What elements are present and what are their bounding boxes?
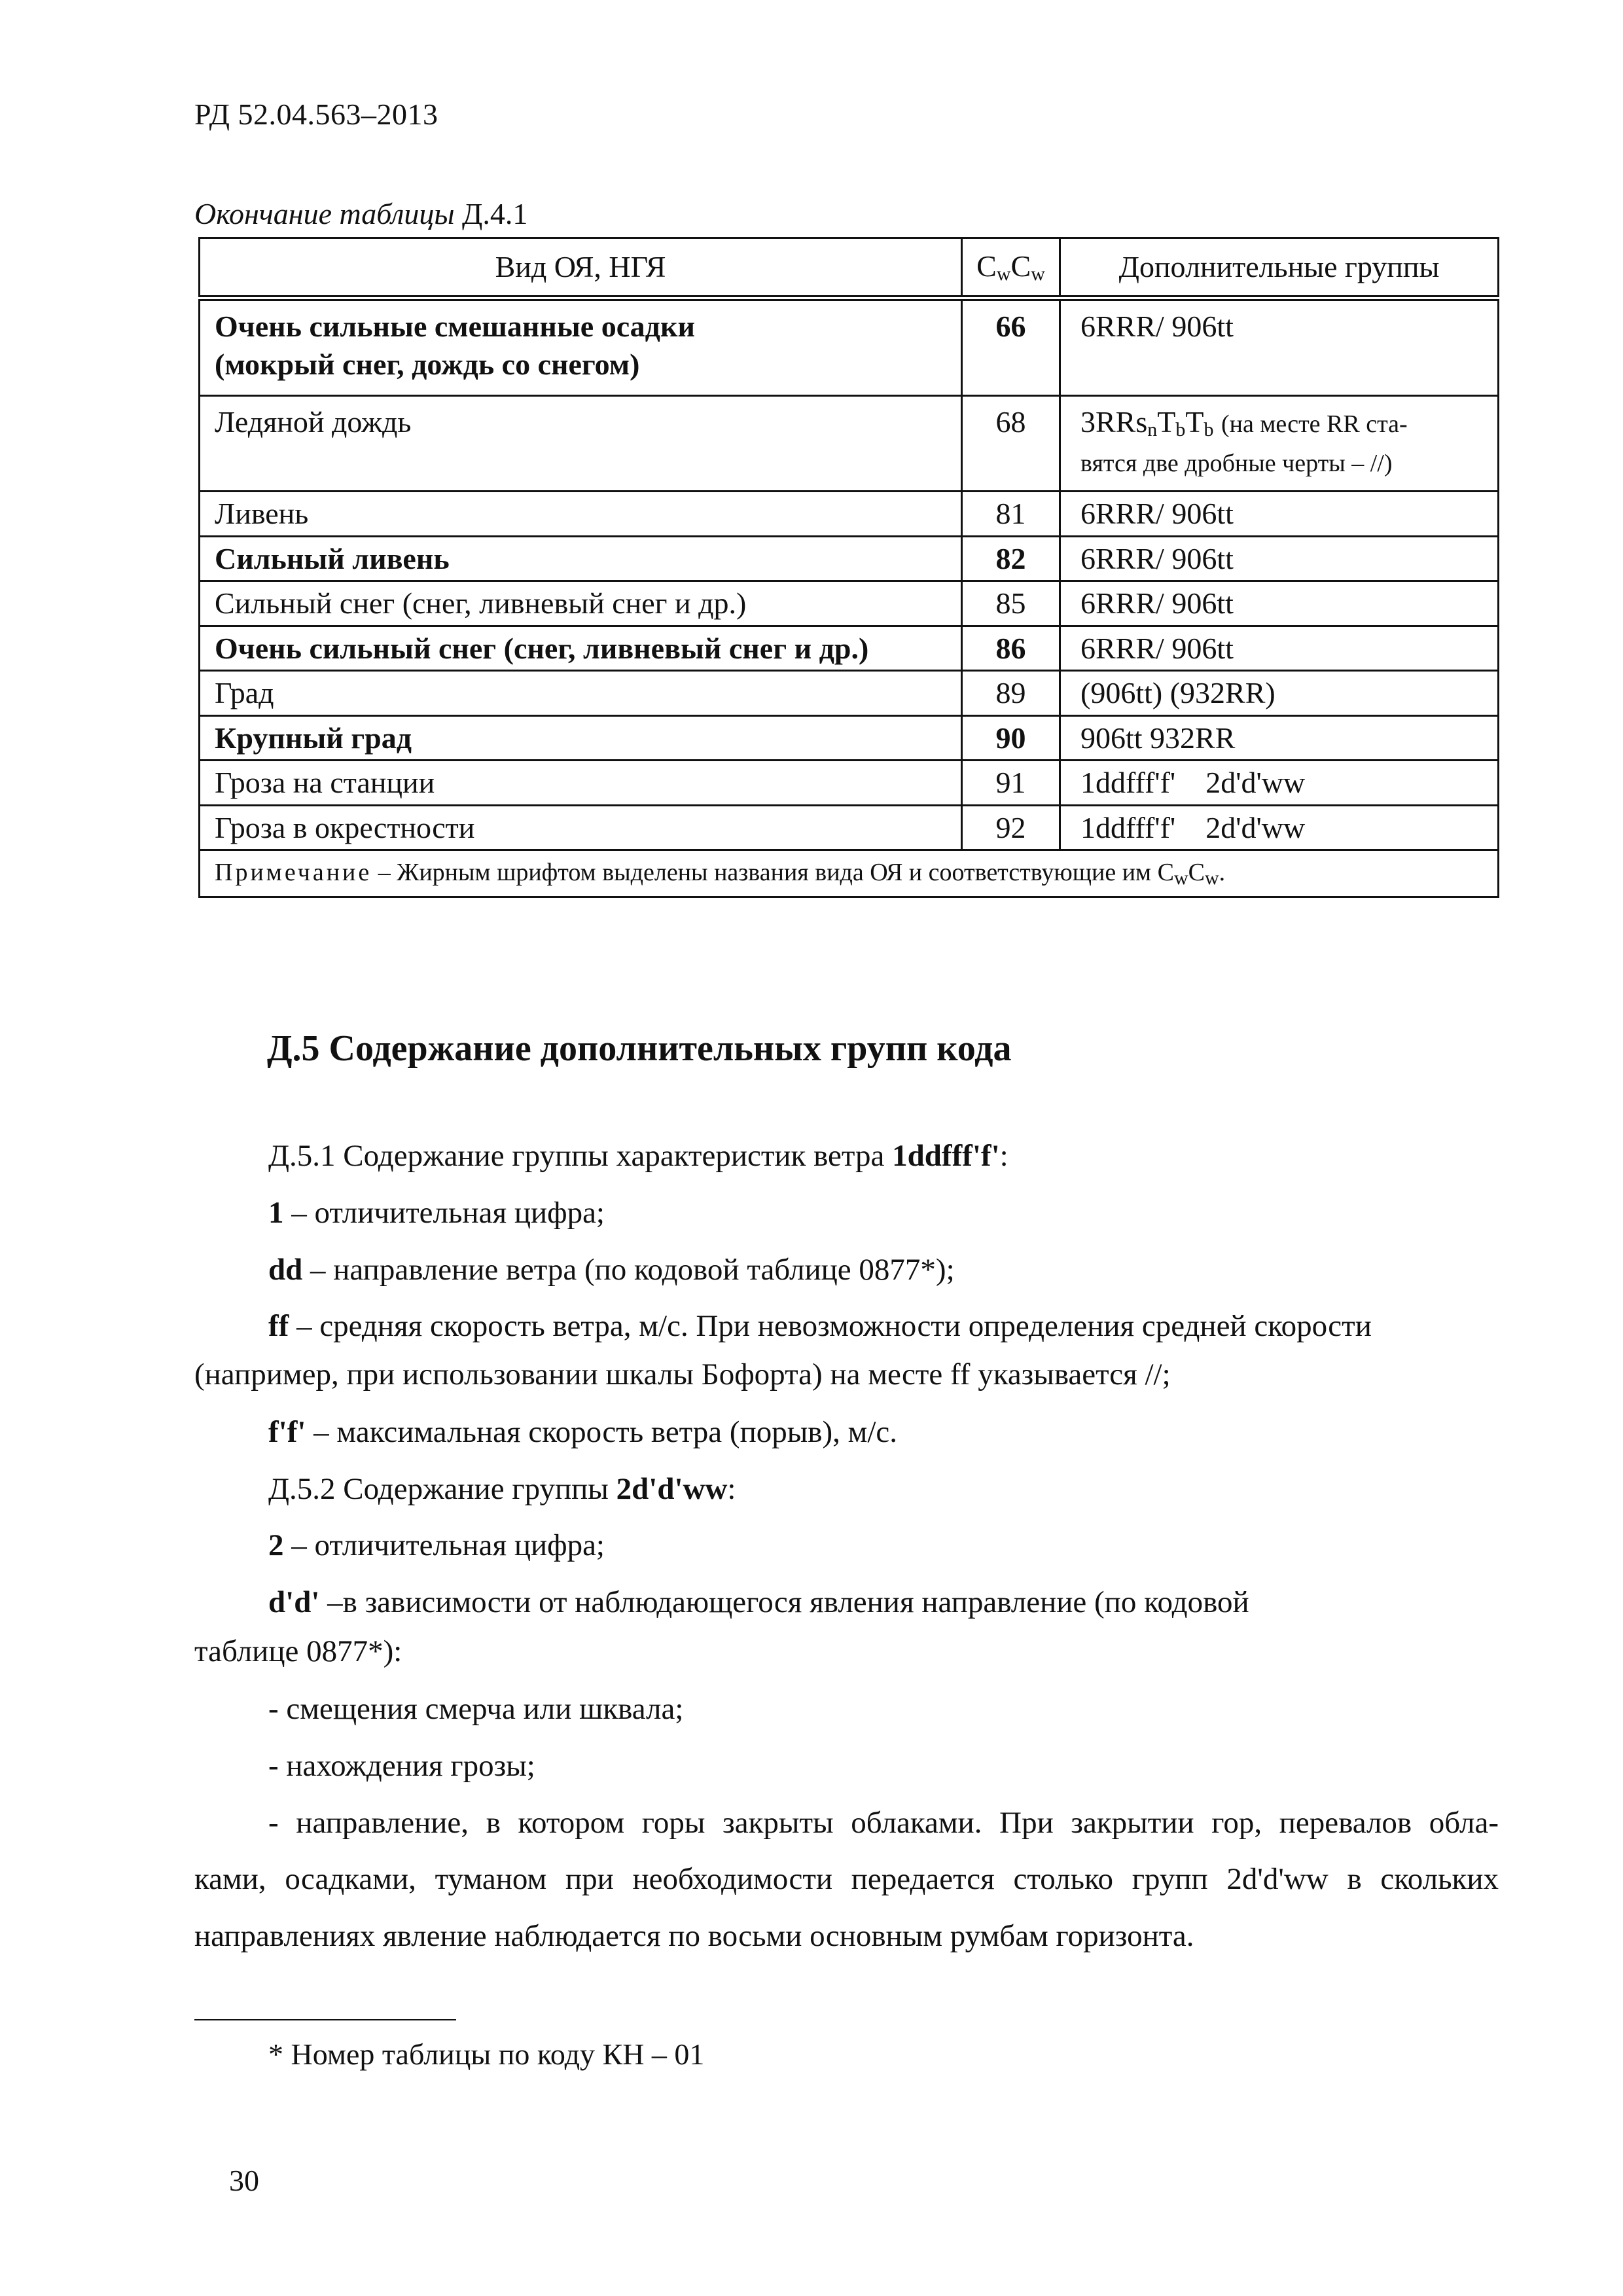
row-name: Гроза на станции bbox=[200, 761, 962, 806]
row-code: 86 bbox=[962, 626, 1060, 671]
row-code: 68 bbox=[962, 396, 1060, 492]
row-groups: 6RRR/ 906tt bbox=[1060, 298, 1499, 396]
table-row bbox=[200, 581, 1499, 626]
table-row bbox=[200, 536, 1499, 581]
paragraph-direction: d'd' –в зависимости от наблюдающегося явления направление (по кодовой bbox=[268, 1585, 1249, 1619]
table-row bbox=[200, 396, 1499, 492]
table-row bbox=[200, 715, 1499, 761]
table-row bbox=[200, 671, 1499, 716]
section-title: Д.5 Содержание дополнительных групп кода bbox=[267, 1028, 1012, 1069]
row-groups: 6RRR/ 906tt bbox=[1060, 536, 1499, 581]
row-code: 90 bbox=[962, 715, 1060, 761]
table-caption-number: Д.4.1 bbox=[461, 197, 528, 230]
footnote-divider bbox=[194, 2019, 456, 2020]
list-item: - нахождения грозы; bbox=[268, 1749, 535, 1783]
list-item: - направление, в котором горы закрыты облаками. При закрытии гор, перевалов обла- bbox=[268, 1806, 1499, 1840]
table-header-row bbox=[200, 238, 1499, 298]
table-row bbox=[200, 805, 1499, 850]
row-groups: 1ddfff'f' 2d'd'ww bbox=[1060, 805, 1499, 850]
paragraph-5-2: Д.5.2 Содержание группы 2d'd'ww: bbox=[268, 1472, 736, 1506]
table-row bbox=[200, 492, 1499, 537]
table-caption bbox=[194, 196, 527, 231]
paragraph-digit-1: 1 – отличительная цифра; bbox=[268, 1196, 605, 1230]
row-groups: 906tt 932RR bbox=[1060, 715, 1499, 761]
paragraph-5-1: Д.5.1 Содержание группы характеристик ветра 1ddfff'f': bbox=[268, 1139, 1008, 1173]
column-header-type: Вид ОЯ, НГЯ bbox=[200, 238, 962, 298]
row-name: Сильный снег (снег, ливневый снег и др.) bbox=[200, 581, 962, 626]
row-code: 91 bbox=[962, 761, 1060, 806]
paragraph-direction-continued: таблице 0877*): bbox=[194, 1634, 402, 1668]
table-note-row bbox=[200, 850, 1499, 897]
row-code: 82 bbox=[962, 536, 1060, 581]
table-row bbox=[200, 626, 1499, 671]
footnote: * Номер таблицы по коду КН – 01 bbox=[268, 2037, 705, 2071]
row-name: Очень сильные смешанные осадки (мокрый снег, дождь со снегом) bbox=[200, 298, 962, 396]
row-code: 92 bbox=[962, 805, 1060, 850]
row-groups: 6RRR/ 906tt bbox=[1060, 581, 1499, 626]
row-groups: 6RRR/ 906tt bbox=[1060, 626, 1499, 671]
document-code-header: РД 52.04.563–2013 bbox=[194, 98, 438, 131]
row-name: Град bbox=[200, 671, 962, 716]
paragraph-digit-2: 2 – отличительная цифра; bbox=[268, 1528, 605, 1562]
row-code: 89 bbox=[962, 671, 1060, 716]
list-item-continued: направлениях явление наблюдается по восьми основным румбам горизонта. bbox=[194, 1919, 1194, 1953]
row-name: Сильный ливень bbox=[200, 536, 962, 581]
paragraph-dd: dd – направление ветра (по кодовой таблице 0877*); bbox=[268, 1253, 955, 1287]
list-item: - смещения смерча или шквала; bbox=[268, 1692, 684, 1726]
row-groups: (906tt) (932RR) bbox=[1060, 671, 1499, 716]
row-name: Ледяной дождь bbox=[200, 396, 962, 492]
row-code: 85 bbox=[962, 581, 1060, 626]
row-groups: 6RRR/ 906tt bbox=[1060, 492, 1499, 537]
column-header-code: $C_wC_w$ bbox=[962, 238, 1060, 298]
page-number: 30 bbox=[229, 2164, 259, 2197]
row-name: Очень сильный снег (снег, ливневый снег и др.) bbox=[200, 626, 962, 671]
row-name: Крупный град bbox=[200, 715, 962, 761]
list-item-continued: ками, осадками, туманом при необходимости передается столько групп 2d'd'ww в скольких bbox=[194, 1862, 1499, 1896]
row-groups: $3RRs_nT_bT_b$ (на месте RR ста- вятся две дробные черты – //) bbox=[1060, 396, 1499, 492]
paragraph-ff-continued: (например, при использовании шкалы Бофорта) на месте ff указывается //; bbox=[194, 1357, 1171, 1391]
row-code: 66 bbox=[962, 298, 1060, 396]
table-row bbox=[200, 761, 1499, 806]
table-caption-prefix: Окончание таблицы bbox=[194, 197, 455, 230]
column-header-groups: Дополнительные группы bbox=[1060, 238, 1499, 298]
table-note: Примечание – Жирным шрифтом выделены названия вида ОЯ и соответствующие им $C_wC_w$. bbox=[200, 850, 1499, 897]
row-name: Гроза в окрестности bbox=[200, 805, 962, 850]
row-code: 81 bbox=[962, 492, 1060, 537]
paragraph-gust: f'f' – максимальная скорость ветра (порыв), м/с. bbox=[268, 1415, 898, 1449]
paragraph-ff: ff – средняя скорость ветра, м/с. При невозможности определения средней скорости bbox=[268, 1309, 1372, 1343]
phenomena-table bbox=[198, 237, 1499, 898]
row-groups: 1ddfff'f' 2d'd'ww bbox=[1060, 761, 1499, 806]
table-row bbox=[200, 298, 1499, 396]
row-name: Ливень bbox=[200, 492, 962, 537]
